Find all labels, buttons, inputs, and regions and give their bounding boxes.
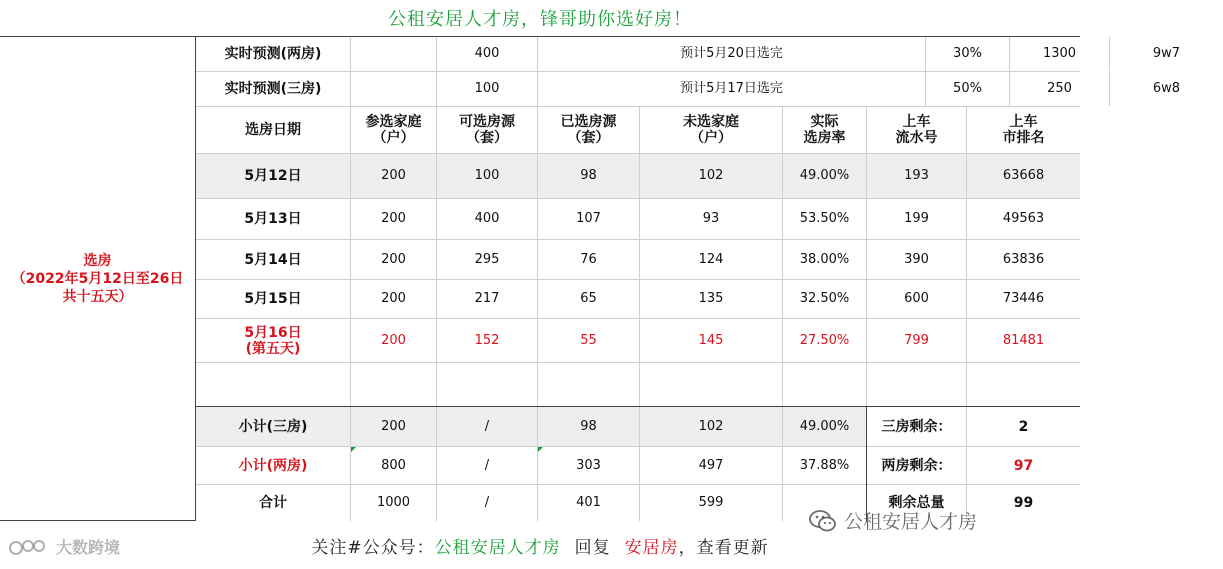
row-rank: 81481 [1002,332,1045,348]
remain-value: 2 [967,407,1080,446]
forecast-label: 实时预测(两房) [196,37,351,71]
row-chosen: 65 [538,280,640,318]
footer-prefix: 关注#公众号： [311,537,435,558]
forecast-rate: 30% [926,37,1010,71]
row-families: 200 [351,280,437,318]
empty-cell [867,363,967,406]
header-rate-line1: 实际 [810,114,839,130]
row-date: 5月14日 [196,240,351,279]
empty-cell [196,363,351,406]
row-rate: 27.50% [783,319,867,362]
header-unchosen [640,107,783,153]
empty-cell [538,363,640,406]
empty-cell [640,363,783,406]
row-unchosen: 102 [640,154,783,198]
header-available [437,107,538,153]
row-families: 200 [351,240,437,279]
subtotal-rate: 37.88% [783,447,867,484]
header-flow-line1: 上车 [902,114,931,130]
forecast-note: 预计5月17日选完 [538,72,926,106]
row-rank: 63668 [1002,168,1045,183]
forecast-row-three-room [196,72,1181,107]
selection-duration: 共十五天） [62,288,133,305]
table-row-highlight [196,319,1080,363]
table-row [196,240,1080,280]
table-row-empty [196,363,1080,406]
empty-cell [351,363,437,406]
row-rate: 32.50% [783,280,867,318]
subtotal-families: 200 [351,407,437,446]
row-flow: 199 [867,199,967,239]
row-flow: 390 [867,240,967,279]
total-available: / [437,485,538,521]
total-unchosen: 599 [640,485,783,521]
forecast-label: 实时预测(三房) [196,72,351,106]
row-families: 200 [351,319,437,362]
row-date: 5月15日 [196,280,351,318]
row-date: 5月12日 [196,154,351,198]
row-unchosen: 93 [640,199,783,239]
header-families-line2: （户） [372,130,415,146]
subtotal-unchosen: 102 [640,407,783,446]
empty-cell [783,363,867,406]
watermark-right [808,507,977,534]
header-families-line1: 参选家庭 [365,114,422,130]
row-rate: 49.00% [783,154,867,198]
forecast-row-two-room [196,37,1181,72]
row-chosen: 76 [538,240,640,279]
summary-divider [866,406,867,521]
row-rank: 63836 [1002,251,1045,267]
subtotal-chosen: 303 [538,447,640,484]
subtotal-families: 800 [351,447,437,484]
row-chosen: 55 [538,319,640,362]
header-chosen-line1: 已选房源 [560,114,617,130]
empty-cell [967,363,1080,406]
row-unchosen: 124 [640,240,783,279]
header-unchosen-line1: 未选家庭 [683,114,739,130]
forecast-flow: 250 [1010,72,1110,106]
subtotal-unchosen: 497 [640,447,783,484]
row-flow: 600 [867,280,967,318]
forecast-rank: 9w7 [1152,46,1181,61]
selection-label: 选房 [83,252,112,269]
forecast-blank [351,37,437,71]
header-unchosen-line2: （户） [690,130,732,146]
watermark-left-text: 大数跨境 [56,538,121,557]
row-chosen: 98 [538,154,640,198]
total-families: 1000 [351,485,437,521]
table-header [196,107,1080,154]
total-chosen: 401 [538,485,640,521]
row-date-line2: (第五天) [245,340,301,357]
comment-flag-icon [351,447,356,452]
row-rank: 73446 [1002,291,1045,306]
header-rank-line1: 上车 [1009,114,1038,130]
row-date [196,319,351,362]
row-available: 152 [437,319,538,362]
remain-value: 97 [1013,457,1034,474]
subtotal-available: / [437,407,538,446]
table-row [196,154,1080,199]
comment-flag-icon [538,447,543,452]
header-rank [967,107,1080,153]
row-rank: 49563 [1002,211,1045,226]
forecast-note: 预计5月20日选完 [538,37,926,71]
row-flow: 799 [867,319,967,362]
header-flow-line2: 流水号 [895,130,938,146]
header-families [351,107,437,153]
table-row [196,280,1080,319]
watermark-logo-icon [8,536,52,558]
remain-total-label: 剩余总量 [867,485,967,521]
row-available: 295 [437,240,538,279]
watermark-left [8,535,120,558]
row-flow: 193 [867,154,967,198]
subtotal-row-three-room [196,407,1080,447]
forecast-rank: 6w8 [1152,81,1181,96]
footer-suffix: ，查看更新 [678,537,769,558]
row-families: 200 [351,199,437,239]
row-rate: 38.00% [783,240,867,279]
forecast-rate: 50% [926,72,1010,106]
footer-keyword: 安居房 [624,537,679,558]
row-available: 217 [437,280,538,318]
row-chosen: 107 [538,199,640,239]
subtotal-available: / [437,447,538,484]
subtotal-label: 小计(三房) [196,407,351,446]
subtotal-rate: 49.00% [783,407,867,446]
wechat-icon [808,509,838,533]
forecast-flow: 1300 [1010,37,1110,71]
watermark-right-text: 公租安居人才房 [844,511,978,533]
subtotal-chosen: 98 [538,407,640,446]
header-chosen [538,107,640,153]
row-available: 100 [437,154,538,198]
table-row [196,199,1080,240]
footer-account: 公租安居人才房 [434,537,561,558]
header-rate [783,107,867,153]
header-rank-line2: 市排名 [1002,130,1045,146]
subtotal-row-two-room [196,447,1080,485]
row-unchosen: 135 [640,280,783,318]
footer-reply: 回复 [574,537,611,558]
empty-cell [437,363,538,406]
selection-period-cell [0,37,196,521]
selection-date-range: （2022年5月12日至26日 [11,270,184,287]
remain-total-value: 99 [1013,495,1034,511]
header-available-line2: （套） [466,130,508,146]
row-families: 200 [351,154,437,198]
forecast-supply: 100 [437,72,538,106]
remain-label: 三房剩余： [867,407,967,446]
header-available-line1: 可选房源 [459,114,515,130]
forecast-supply: 400 [437,37,538,71]
row-date-line1: 5月16日 [244,324,302,341]
remain-label: 两房剩余： [867,447,967,484]
row-rate: 53.50% [783,199,867,239]
page-title: 公租安居人才房，锋哥助你选好房！ [0,0,1080,37]
row-unchosen: 145 [640,319,783,362]
header-flow [867,107,967,153]
housing-table [196,37,1181,521]
subtotal-label: 小计(两房) [196,447,351,484]
row-date: 5月13日 [196,199,351,239]
header-date: 选房日期 [196,107,351,153]
total-label: 合计 [196,485,351,521]
header-chosen-line2: （套） [567,130,610,146]
forecast-blank [351,72,437,106]
row-available: 400 [437,199,538,239]
header-rate-line2: 选房率 [803,130,846,146]
